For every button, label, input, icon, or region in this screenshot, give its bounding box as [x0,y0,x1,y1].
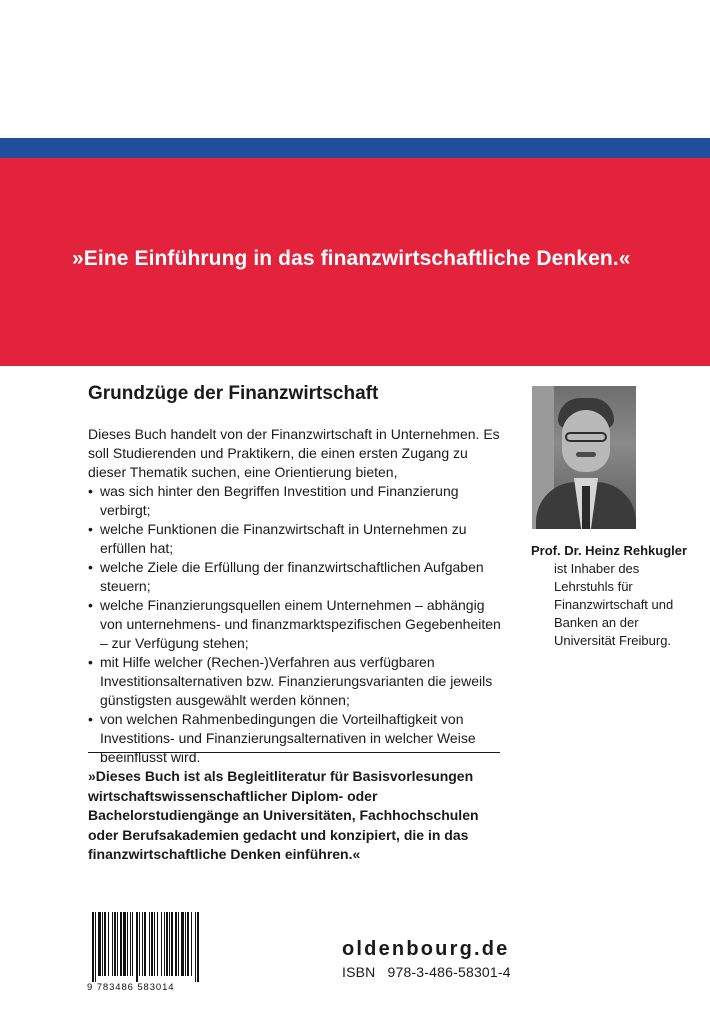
author-name: Prof. Dr. Heinz Rehkugler [531,543,688,558]
author-photo [532,386,636,529]
barcode [86,912,200,992]
bullet-item: • welche Funktionen die Finanzwirtschaft in Unternehmen zu erfüllen hat; [88,520,508,558]
tagline: »Eine Einführung in das finanzwirtschaftliche Denken.« [72,247,631,270]
barcode-number: 9 783486 583014 [87,982,175,992]
bullet-item: • von welchen Rahmenbedingungen die Vorteilhaftigkeit von Investitions- und Finanzierungsalternativen in welcher Weise beeinflusst wird. [88,710,508,767]
author-bio: ist Inhaber des Lehrstuhls für Finanzwirtschaft und Banken an der Universität Freiburg. [554,561,674,648]
bullet-list [88,482,508,767]
publisher-url: oldenbourg.de [342,938,510,960]
divider [88,752,500,753]
blue-stripe [0,138,710,158]
isbn [342,964,511,980]
bullet-item: • mit Hilfe welcher (Rechen-)Verfahren aus verfügbaren Investitionsalternativen bzw. Finanzierungsvarianten die jeweils günstigsten ausgewählt werden können; [88,653,508,710]
intro-paragraph: Dieses Buch handelt von der Finanzwirtschaft in Unternehmen. Es soll Studierenden und Praktikern, die einen ersten Zugang zu dieser Thematik suchen, eine Orientierung bieten, [88,426,500,480]
isbn-label: ISBN [342,964,376,980]
description [88,425,508,767]
pull-quote: »Dieses Buch ist als Begleitliteratur für Basisvorlesungen wirtschaftswissenschaftlicher Diplom- oder Bachelorstudiengänge an Universitäten, Fachhochschulen oder Berufsakademien gedacht und konzipiert, die in das finanzwirtschaftliche Denken einführen.« [88,768,479,862]
bullet-item: • welche Ziele die Erfüllung der finanzwirtschaftlichen Aufgaben steuern; [88,558,508,596]
isbn-number: 978-3-486-58301-4 [387,964,511,980]
bullet-item: • was sich hinter den Begriffen Investition und Finanzierung verbirgt; [88,482,508,520]
book-title: Grundzüge der Finanzwirtschaft [88,383,379,404]
bullet-item: • welche Finanzierungsquellen einem Unternehmen – abhängig von unternehmens- und finanzmarktspezifischen Gegebenheiten – zur Verfügung stehen; [88,596,508,653]
author-info [532,542,702,650]
